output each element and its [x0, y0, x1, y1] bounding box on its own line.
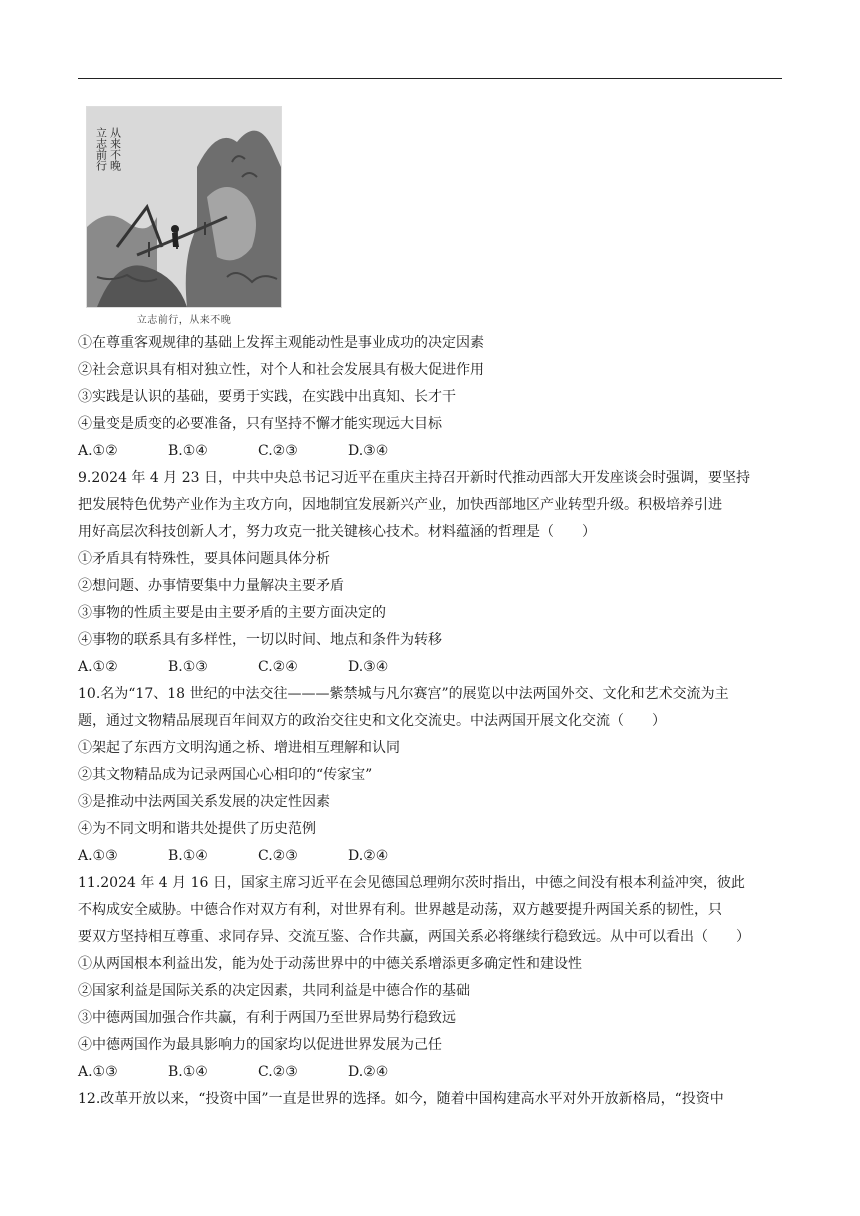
q11-stem-line-3: 要双方坚持相互尊重、求同存异、交流互鉴、合作共赢，两国关系必将继续行稳致远。从中可以看出（ ） — [78, 929, 750, 945]
q8-options — [78, 438, 784, 465]
q12-stem-line-1: 12.改革开放以来，“投资中国”一直是世界的选择。如今，随着中国构建高水平对外开放新格局，“投资中 — [78, 1091, 724, 1107]
q8-item-3: ③实践是认识的基础，要勇于实践，在实践中出真知、长才干 — [78, 389, 456, 405]
q9-stem-line-1: 9.2024 年 4 月 23 日，中共中央总书记习近平在重庆主持召开新时代推动西部大开发座谈会时强调，要坚持 — [78, 470, 750, 486]
q9-item-1: ①矛盾具有特殊性，要具体问题具体分析 — [78, 551, 330, 567]
q8-item-4: ④量变是质变的必要准备，只有坚持不懈才能实现远大目标 — [78, 416, 442, 432]
q10-item-2: ②其文物精品成为记录两国心心相印的“传家宝” — [78, 767, 373, 783]
q8-option-c[interactable]: C.②③ — [258, 443, 298, 459]
q11-option-a[interactable]: A.①③ — [78, 1064, 118, 1080]
q9-item-2: ②想问题、办事情要集中力量解决主要矛盾 — [78, 578, 344, 594]
q9-options — [78, 654, 784, 681]
q10-stem-line-2: 题，通过文物精品展现百年间双方的政治交往史和文化交流史。中法两国开展文化交流（ ） — [78, 713, 666, 729]
q11-item-4: ④中德两国作为最具影响力的国家均以促进世界发展为己任 — [78, 1037, 442, 1053]
q9-option-a[interactable]: A.①② — [78, 659, 118, 675]
figure-caption: 立志前行，从来不晚 — [136, 315, 232, 326]
q11-option-d[interactable]: D.②④ — [348, 1064, 389, 1080]
q11-options — [78, 1059, 784, 1086]
q11-stem-line-1: 11.2024 年 4 月 16 日，国家主席习近平在会见德国总理朔尔茨时指出，中德之间没有根本利益冲突，彼此 — [78, 875, 745, 891]
inscription-line-2: 从来不晚 — [108, 127, 122, 171]
q9-option-b[interactable]: B.①③ — [168, 659, 208, 675]
q10-item-4: ④为不同文明和谐共处提供了历史范例 — [78, 821, 316, 837]
q8-option-d[interactable]: D.③④ — [348, 443, 389, 459]
inscription-line-1: 立志前行 — [94, 127, 108, 171]
q10-option-a[interactable]: A.①③ — [78, 848, 118, 864]
q11-stem-line-2: 不构成安全威胁。中德合作对双方有利，对世界有利。世界越是动荡，双方越要提升两国关系的韧性，只 — [78, 902, 722, 918]
q9-option-d[interactable]: D.③④ — [348, 659, 389, 675]
q8-item-2: ②社会意识具有相对独立性，对个人和社会发展具有极大促进作用 — [78, 362, 484, 378]
q10-option-b[interactable]: B.①④ — [168, 848, 208, 864]
q10-stem-line-1: 10.名为“17、18 世纪的中法交往———紫禁城与凡尔赛宫”的展览以中法两国外交、文化和艺术交流为主 — [78, 686, 729, 702]
question-content — [78, 330, 784, 1113]
q11-option-b[interactable]: B.①④ — [168, 1064, 208, 1080]
q10-item-1: ①架起了东西方文明沟通之桥、增进相互理解和认同 — [78, 740, 400, 756]
q9-stem-line-2: 把发展特色优势产业作为主攻方向，因地制宜发展新兴产业，加快西部地区产业转型升级。积极培养引进 — [78, 497, 722, 513]
q11-option-c[interactable]: C.②③ — [258, 1064, 298, 1080]
q11-item-1: ①从两国根本利益出发，能为处于动荡世界中的中德关系增添更多确定性和建设性 — [78, 956, 582, 972]
q10-option-d[interactable]: D.②④ — [348, 848, 389, 864]
q9-item-3: ③事物的性质主要是由主要矛盾的主要方面决定的 — [78, 605, 386, 621]
ink-painting-image — [86, 106, 282, 308]
header-rule — [78, 78, 782, 79]
q10-item-3: ③是推动中法两国关系发展的决定性因素 — [78, 794, 330, 810]
q9-stem-line-3: 用好高层次科技创新人才，努力攻克一批关键核心技术。材料蕴涵的哲理是（ ） — [78, 524, 596, 540]
q11-item-2: ②国家利益是国际关系的决定因素，共同利益是中德合作的基础 — [78, 983, 470, 999]
q8-option-b[interactable]: B.①④ — [168, 443, 208, 459]
q10-options — [78, 843, 784, 870]
q8-option-a[interactable]: A.①② — [78, 443, 118, 459]
q8-item-1: ①在尊重客观规律的基础上发挥主观能动性是事业成功的决定因素 — [78, 335, 484, 351]
question-8-figure — [86, 106, 282, 326]
q10-option-c[interactable]: C.②③ — [258, 848, 298, 864]
q9-item-4: ④事物的联系具有多样性，一切以时间、地点和条件为转移 — [78, 632, 442, 648]
q9-option-c[interactable]: C.②④ — [258, 659, 298, 675]
q11-item-3: ③中德两国加强合作共赢，有利于两国乃至世界局势行稳致远 — [78, 1010, 456, 1026]
